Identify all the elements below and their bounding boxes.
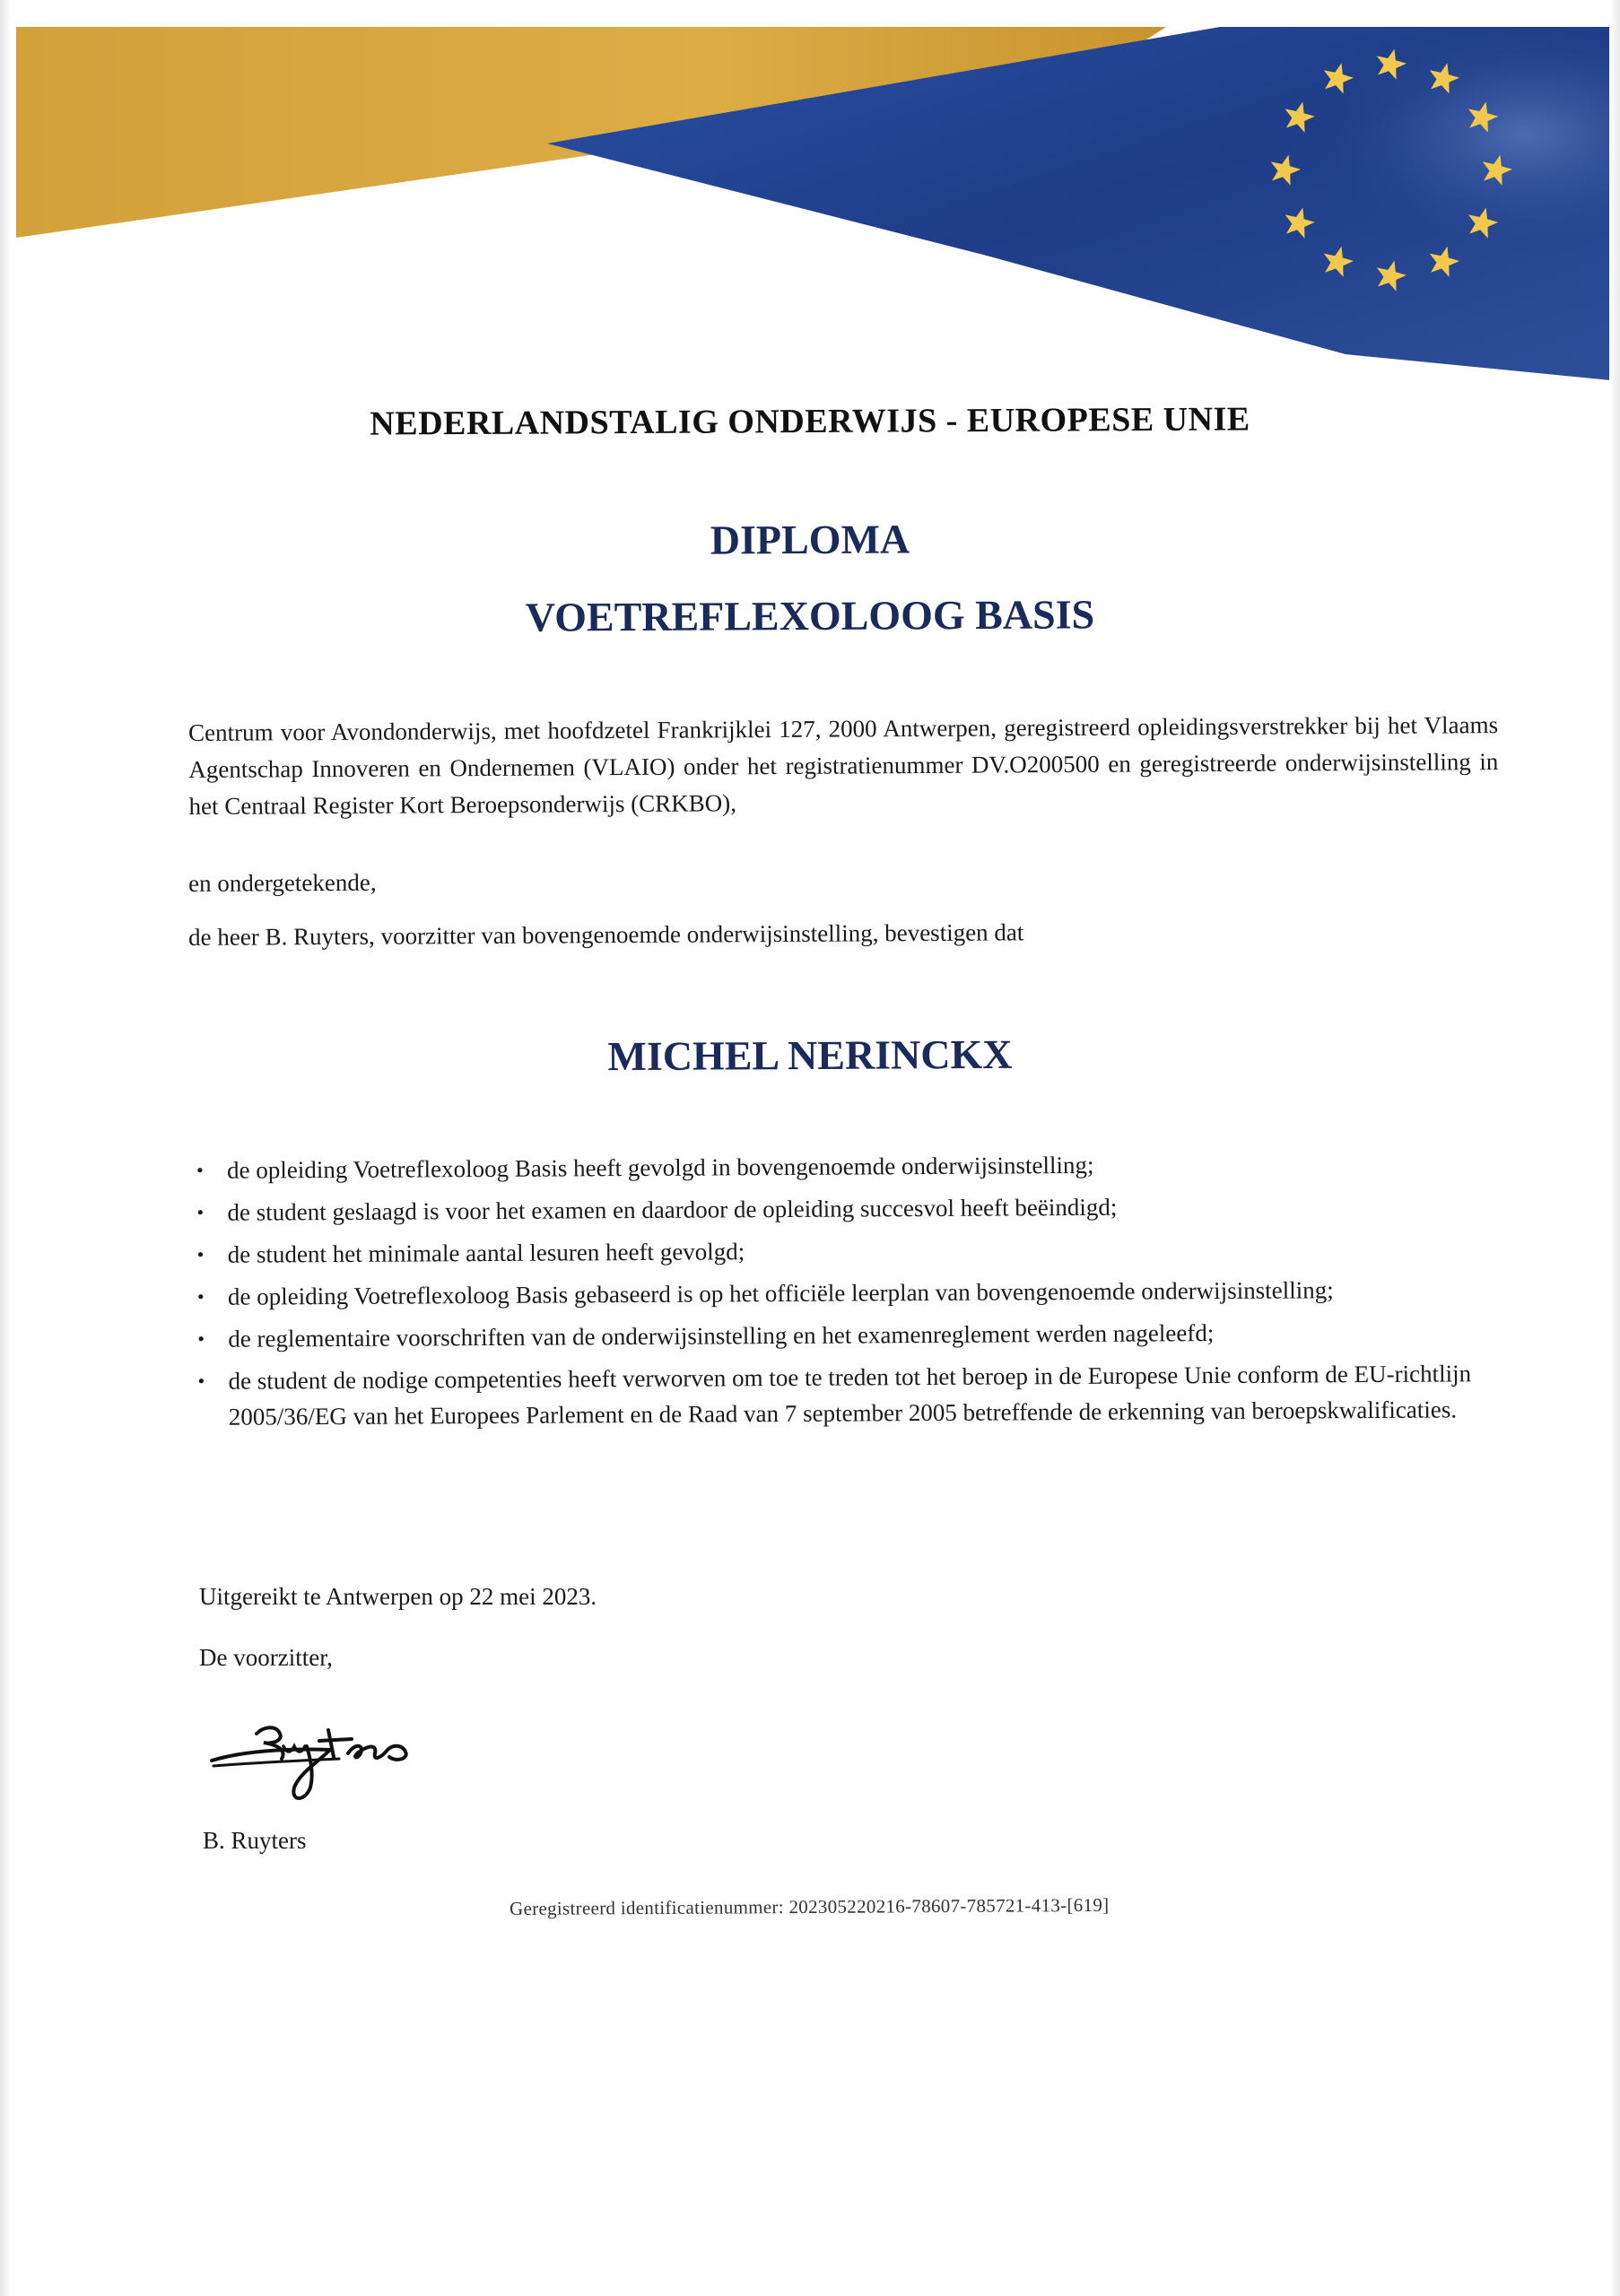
list-item	[194, 1355, 1512, 1435]
diploma-title: DIPLOMA	[710, 516, 910, 563]
list-item-text: de opleiding Voetreflexoloog Basis heeft gevolgd in bovengenoemde onderwijsinstelling;	[227, 1151, 1094, 1184]
registration-number: 202305220216-78607-785721-413-[619]	[788, 1893, 1110, 1918]
bullet-marker: •	[196, 1158, 204, 1181]
list-item	[194, 1313, 1512, 1357]
intro-paragraph: Centrum voor Avondonderwijs, met hoofdzetel Frankrijklei 127, 2000 Antwerpen, geregistreerd opleidingsverstrekker bij het Vlaams Agentschap Innoveren en Ondernemen (VLAIO) onder het registratienummer DV.O200500 en geregistreerde onderwijsinstelling in het Centraal Register Kort Beroepsonderwijs (CRKBO),	[188, 711, 1499, 820]
list-item-text: de reglementaire voorschriften van de onderwijsinstelling en het examenreglement werden nageleefd;	[228, 1319, 1215, 1352]
org-title: NEDERLANDSTALIG ONDERWIJS - EUROPESE UNIE	[370, 400, 1250, 443]
bullet-marker: •	[197, 1326, 205, 1350]
list-item	[193, 1144, 1511, 1188]
registration-line	[510, 1894, 1109, 1920]
bullet-marker: •	[197, 1369, 205, 1392]
student-name: MICHEL NERINCKX	[607, 1031, 1013, 1080]
undersigned-line: en ondergetekende,	[188, 868, 377, 897]
bullet-marker: •	[196, 1200, 205, 1223]
signer-role: De voorzitter,	[199, 1644, 333, 1671]
course-title: VOETREFLEXOLOOG BASIS	[525, 591, 1095, 640]
bullet-marker: •	[196, 1242, 205, 1265]
handwritten-signature	[205, 1691, 456, 1807]
list-item	[194, 1229, 1512, 1273]
list-item	[194, 1271, 1512, 1315]
eu-banner	[0, 0, 1620, 395]
confirmation-list	[193, 1144, 1513, 1441]
scan-edge-left	[0, 0, 11, 2296]
scan-edge-right	[1609, 0, 1620, 2296]
globe-glow	[987, 27, 1620, 386]
list-item	[193, 1187, 1511, 1231]
bullet-marker: •	[196, 1284, 205, 1308]
registration-label: Geregistreerd identificatienummer:	[510, 1896, 784, 1919]
signer-name: B. Ruyters	[203, 1827, 307, 1854]
list-item-text: de student het minimale aantal lesuren heeft gevolgd;	[227, 1238, 745, 1268]
chair-statement: de heer B. Ruyters, voorzitter van bovengenoemde onderwijsinstelling, bevestigen dat	[188, 918, 1024, 951]
list-item-text: de student de nodige competenties heeft verworven om toe te treden tot het beroep in de Europese Unie conform de EU-richtlijn 2005/36/EG van het Europees Parlement en de Raad van 7 september 2005 betreffende de erkenning van beroepskwalificaties.	[228, 1360, 1472, 1431]
list-item-text: de student geslaagd is voor het examen en daardoor de opleiding succesvol heeft beëindigd;	[227, 1193, 1118, 1226]
issue-date-line: Uitgereikt te Antwerpen op 22 mei 2023.	[199, 1583, 597, 1610]
list-item-text: de opleiding Voetreflexoloog Basis gebaseerd is op het officiële leerplan van bovengenoemde onderwijsinstelling;	[227, 1276, 1334, 1310]
